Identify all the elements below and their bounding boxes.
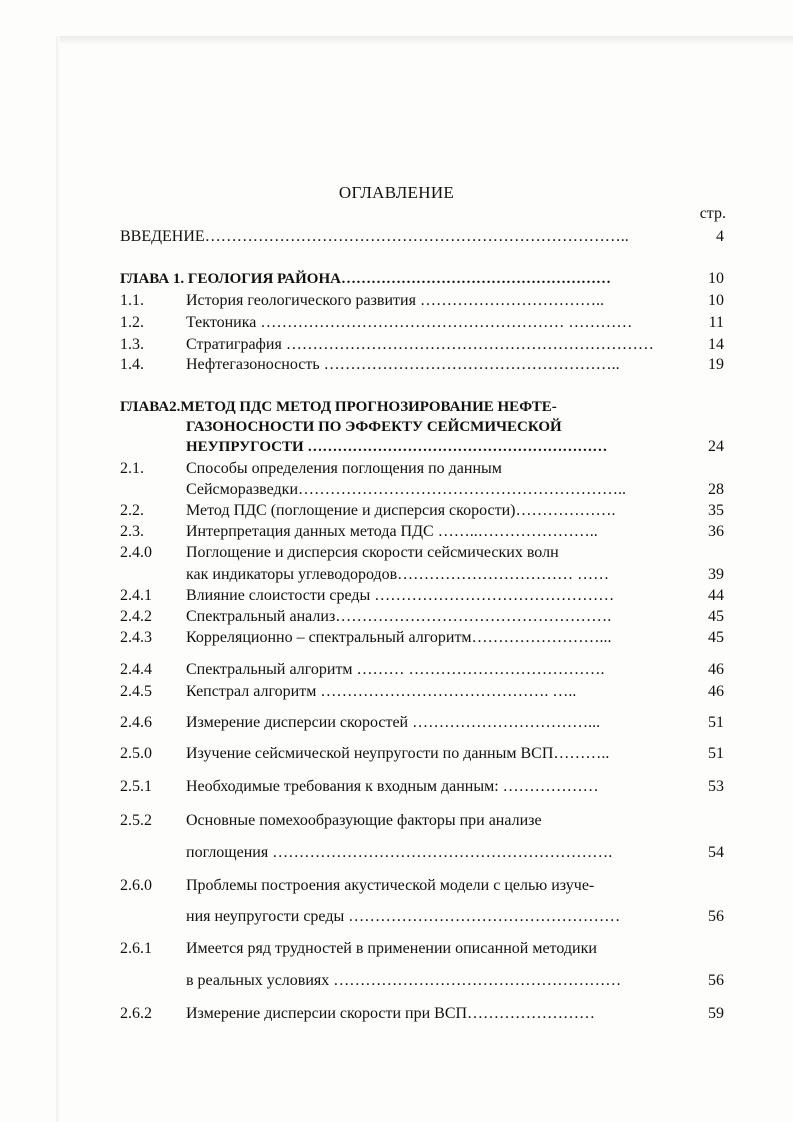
toc-entry-text: ГЛАВА 1. ГЕОЛОГИЯ РАЙОНА……………………………………………… (120, 271, 611, 287)
toc-entry (120, 906, 724, 928)
toc-entry (120, 226, 724, 248)
toc-entry-text: Имеется ряд трудностей в применении описанной методики (186, 940, 597, 957)
toc-entry-text: в реальных условиях ……………………………………………… (186, 972, 622, 989)
toc-entry-page: 36 (708, 523, 724, 540)
toc-entry-page: 19 (708, 356, 724, 373)
toc-entry-number: 2.1. (120, 460, 144, 477)
toc-entry-text: ГАЗОНОСНОСТИ ПО ЭФФЕКТУ СЕЙСМИЧЕСКОЙ (186, 419, 562, 435)
toc-entry (120, 564, 724, 586)
toc-entry (120, 712, 724, 734)
toc-entry (120, 500, 724, 522)
toc-entry-text: Спектральный анализ……………………………………………. (186, 608, 612, 625)
toc-entry-page: 11 (708, 314, 724, 331)
page-column-label: стр. (699, 205, 726, 222)
toc-entry-text: ГЛАВА2.МЕТОД ПДС МЕТОД ПРОГНОЗИРОВАНИЕ НЕФТЕ- (120, 399, 557, 415)
toc-entry-text: Влияние слоистости среды ……………………………………… (186, 587, 615, 604)
toc-entry-number: 2.6.1 (120, 940, 152, 957)
toc-entry (120, 842, 724, 864)
toc-entry-number: 1.2. (120, 314, 144, 331)
toc-entry (120, 659, 724, 681)
toc-entry-number: 2.4.6 (120, 714, 152, 731)
toc-entry-text: Проблемы построения акустической модели с целью изуче- (186, 877, 595, 894)
toc-entry-number: 2.4.0 (120, 544, 152, 561)
toc-entry-page: 53 (708, 778, 724, 795)
toc-entry (120, 970, 724, 992)
toc-chapter-entry (120, 268, 724, 290)
toc-entry-number: 2.4.1 (120, 587, 152, 604)
toc-entry-page: 10 (708, 270, 724, 287)
toc-entry-text: Корреляционно – спектральный алгоритм……………………... (186, 629, 612, 646)
toc-entry-text: НЕУПРУГОСТИ …………………………………………………… (186, 439, 608, 455)
toc-chapter-entry (120, 396, 724, 418)
toc-entry (120, 810, 724, 832)
toc-entry-text: как индикаторы углеводородов…………………………… …… (186, 566, 610, 583)
toc-entry-number: 1.3. (120, 336, 144, 353)
toc-entry (120, 521, 724, 543)
toc-entry (120, 312, 724, 334)
toc-entry-number: 2.4.5 (120, 683, 152, 700)
toc-entry-text: Изучение сейсмической неупругости по данным ВСП……….. (186, 745, 610, 762)
toc-entry-page: 45 (708, 608, 724, 625)
toc-entry-text: ВВЕДЕНИЕ…………………………………………………………………….. (120, 228, 629, 245)
toc-entry (120, 681, 724, 703)
toc-entry-page: 46 (708, 683, 724, 700)
toc-entry (120, 627, 724, 649)
toc-entry-page: 54 (708, 844, 724, 861)
toc-entry-text: Сейсморазведки…………………………………………………….. (186, 481, 627, 498)
toc-entry-text: Нефтегазоносность ……………………………………………….. (186, 356, 620, 373)
toc-entry-text: История геологического развития …………………………….. (186, 292, 604, 309)
toc-entry-number: 1.4. (120, 356, 144, 373)
toc-entry-text: Основные помехообразующие факторы при анализе (186, 812, 542, 829)
toc-entry-text: Интерпретация данных метода ПДС ……..………………….. (186, 523, 598, 540)
toc-entry-page: 44 (708, 587, 724, 604)
toc-entry-text: Спектральный алгоритм ……… ………………………………. (186, 661, 605, 678)
toc-entry (120, 743, 724, 765)
toc-entry-page: 46 (708, 661, 724, 678)
toc-entry-number: 2.5.1 (120, 778, 152, 795)
toc-entry-page: 51 (708, 745, 724, 762)
toc-entry-text: поглощения ………………………………………………………. (186, 844, 613, 861)
toc-entry (120, 354, 724, 376)
toc-entry-number: 2.2. (120, 502, 144, 519)
toc-entry (120, 479, 724, 501)
toc-entry-number: 2.4.4 (120, 661, 152, 678)
toc-entry-text: Тектоника ………………………………………………… ………… (186, 314, 633, 331)
toc-entry-text: Необходимые требования к входным данным: ……………… (186, 778, 599, 795)
toc-entry (120, 334, 724, 356)
toc-chapter-entry (120, 436, 724, 458)
toc-entry-text: Способы определения поглощения по данным (186, 460, 502, 477)
scan-edge (58, 36, 793, 44)
toc-entry-page: 45 (708, 629, 724, 646)
toc-entry-number: 2.4.2 (120, 608, 152, 625)
toc-entry-page: 51 (708, 714, 724, 731)
toc-entry-page: 10 (708, 292, 724, 309)
toc-entry-page: 56 (708, 908, 724, 925)
toc-entry-text: Кепстрал алгоритм ……………………………………. ….. (186, 683, 577, 700)
toc-entry-text: Поглощение и дисперсия скорости сейсмических волн (186, 544, 559, 561)
toc-entry-text: Измерение дисперсии скоростей ……………………………... (186, 714, 601, 731)
toc-entry-page: 59 (708, 1005, 724, 1022)
toc-heading: ОГЛАВЛЕНИЕ (338, 183, 455, 202)
toc-entry-number: 2.4.3 (120, 629, 152, 646)
toc-entry (120, 585, 724, 607)
toc-entry-number: 1.1. (120, 292, 144, 309)
toc-entry-text: Измерение дисперсии скорости при ВСП…………………… (186, 1005, 596, 1022)
toc-entry-number: 2.5.2 (120, 812, 152, 829)
toc-entry-number: 2.6.2 (120, 1005, 152, 1022)
toc-entry (120, 938, 724, 960)
toc-entry-page: 28 (708, 481, 724, 498)
toc-entry-page: 39 (708, 566, 724, 583)
toc-entry (120, 290, 724, 312)
toc-entry (120, 458, 724, 480)
toc-entry-number: 2.3. (120, 523, 144, 540)
toc-entry (120, 875, 724, 897)
toc-entry-page: 4 (716, 228, 724, 245)
toc-entry-page: 56 (708, 972, 724, 989)
toc-entry-text: Стратиграфия …………………………………………………………… (186, 336, 654, 353)
toc-entry-number: 2.6.0 (120, 877, 152, 894)
toc-entry-page: 14 (708, 336, 724, 353)
toc-entry (120, 542, 724, 564)
toc-entry-page: 35 (708, 502, 724, 519)
toc-entry (120, 776, 724, 798)
toc-entry-text: ния неупругости среды …………………………………………… (186, 908, 621, 925)
toc-entry (120, 606, 724, 628)
toc-entry-number: 2.5.0 (120, 745, 152, 762)
toc-entry-page: 24 (708, 438, 724, 455)
toc-chapter-entry (120, 416, 724, 438)
toc-entry-text: Метод ПДС (поглощение и дисперсия скорости)………………. (186, 502, 616, 519)
toc-entry (120, 1003, 724, 1025)
